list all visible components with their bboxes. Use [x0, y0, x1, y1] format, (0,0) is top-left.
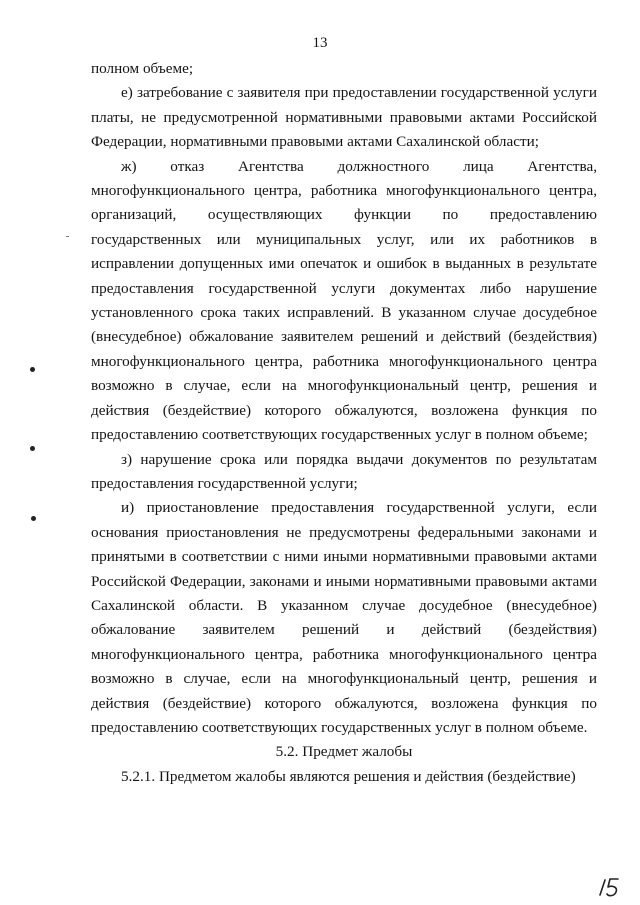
handwritten-page-mark: [596, 875, 626, 899]
paragraph-continuation: полном объеме;: [91, 60, 194, 77]
paragraph-item-z: з) нарушение срока или порядка выдачи документов по результатам предоставления государственной услуги;: [91, 450, 597, 492]
margin-dot: [30, 367, 35, 372]
paragraph-item-i: и) приостановление предоставления государственной услуги, если основания приостановления не предусмотрены федеральными законами и принятыми в соответствии с ними иными нормативными правовыми актами Российской Федерации, законами и иными нормативными правовыми актами Сахалинской области. В указанном случае досудебное (внесудебное) обжалование заявителем решений и действий (бездействия) многофункционального центра, работника многофункционального центра возможно в случае, если на многофункциональный центр, решения и действия (бездействие) которого обжалуются, возложена функция по предоставлению соответствующих государственных услуг в полном объеме.: [91, 499, 597, 736]
paragraph-item-e: е) затребование с заявителя при предоставлении государственной услуги платы, не предусмотренной нормативными правовыми актами Российской Федерации, нормативными правовыми актами Сахалинской области;: [91, 84, 597, 151]
document-body: [91, 57, 597, 789]
paragraph-item-zh: ж) отказ Агентства должностного лица Агентства, многофункционального центра, работника многофункционального центра, организаций, осуществляющих функции по предоставлению государственных или муниципальных услуг, или их работников в исправлении допущенных ими опечаток и ошибок в выданных в результате предоставления государственной услуги документах либо нарушение установленного срока таких исправлений. В указанном случае досудебное (внесудебное) обжалование заявителем решений и действий (бездействия) многофункционального центра, работника многофункционального центра возможно в случае, если на многофункциональный центр, решения и действия (бездействие) которого обжалуются, возложена функция по предоставлению соответствующих государственных услуг в полном объеме;: [91, 157, 597, 444]
section-heading: 5.2. Предмет жалобы: [275, 743, 413, 761]
margin-dot: [31, 516, 36, 521]
margin-dot: [30, 446, 35, 451]
margin-tick: [66, 236, 69, 237]
page-number: 13: [312, 35, 328, 51]
paragraph-section-5-2-1: 5.2.1. Предметом жалобы являются решения и действия (бездействие): [121, 767, 576, 785]
